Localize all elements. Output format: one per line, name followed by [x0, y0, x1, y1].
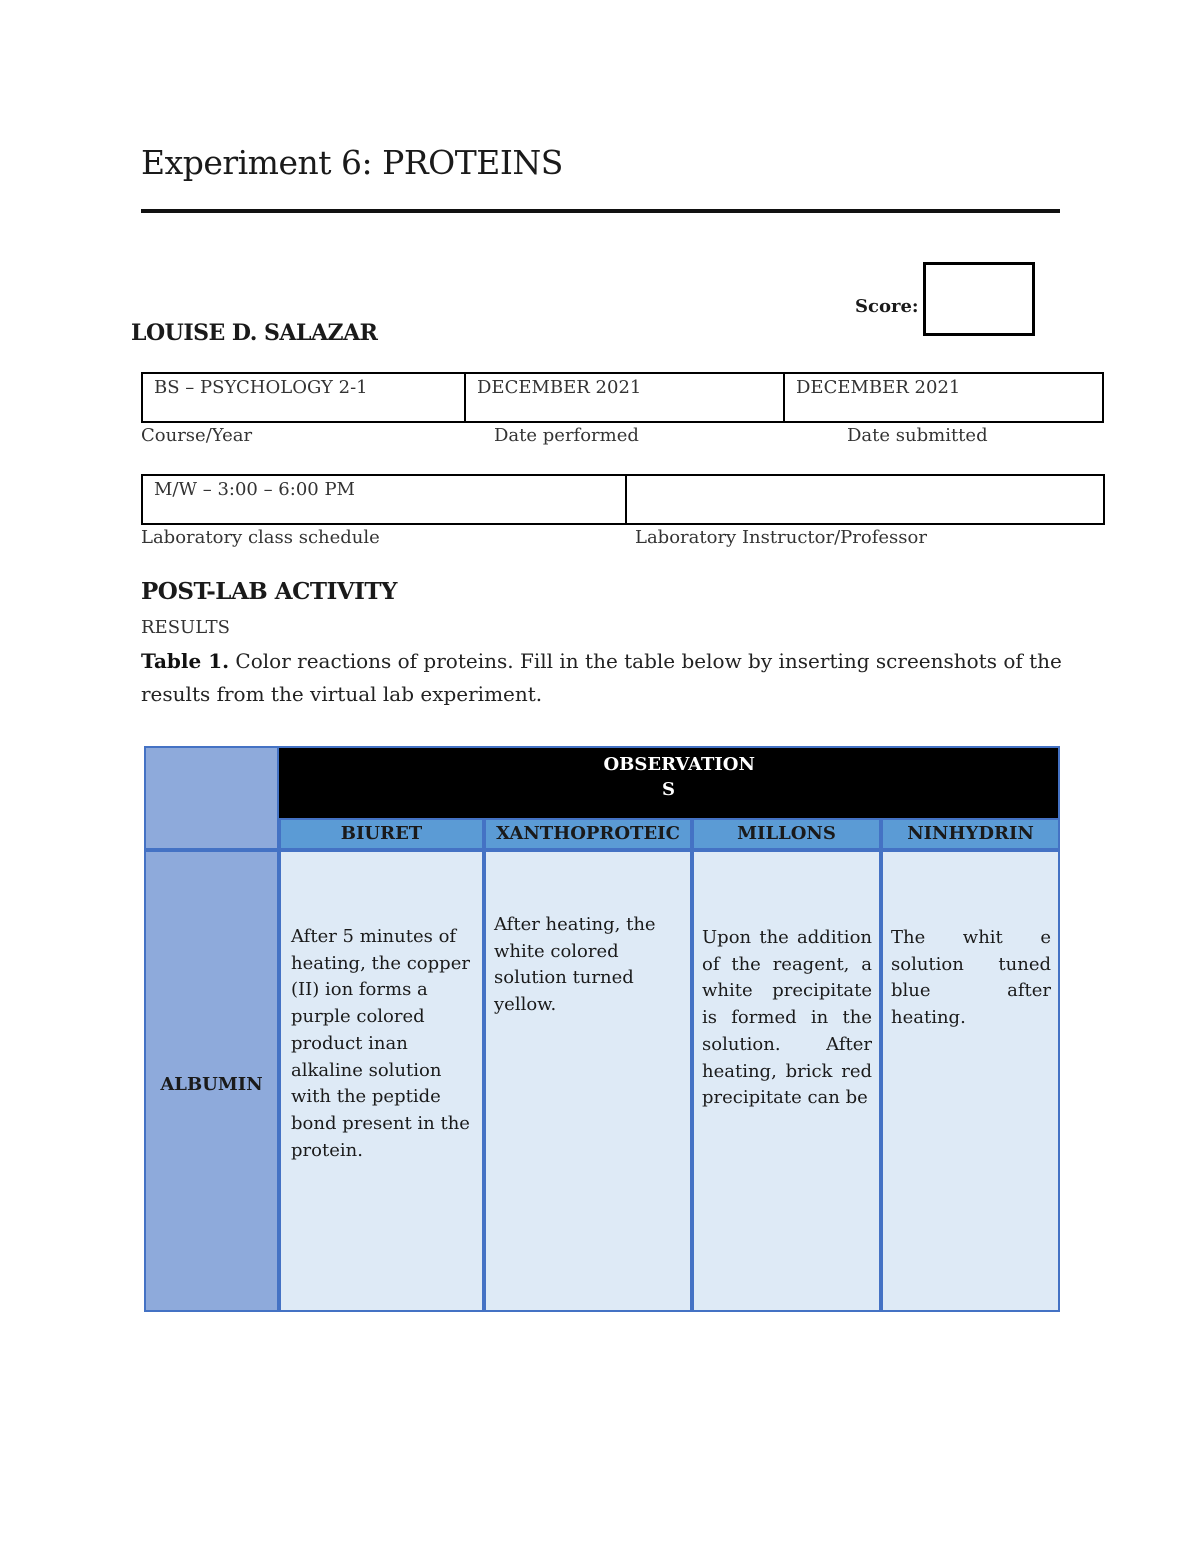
cell-text: The whit e solution tuned blue after heating.: [891, 927, 1051, 1029]
row-header-cell: [144, 850, 279, 1312]
observations-header-line1: OBSERVATION: [603, 754, 755, 775]
column-header-biuret: BIURET: [279, 818, 484, 850]
cell-text: After 5 minutes of heating, the copper (II) ion forms a purple colored product inan alkaline solution with the peptide bond present in the protein.: [291, 926, 470, 1161]
date-submitted-field: DECEMBER 2021: [783, 374, 1102, 421]
table-caption: [141, 645, 1071, 711]
title-divider: [141, 209, 1060, 213]
schedule-field: M/W – 3:00 – 6:00 PM: [154, 479, 355, 500]
cell-albumin-millons: [692, 850, 881, 1312]
observations-header-line2: S: [662, 779, 675, 800]
student-name: LOUISE D. SALAZAR: [131, 320, 378, 346]
instructor-field: [625, 476, 1103, 523]
column-header-xanthoproteic: XANTHOPROTEIC: [484, 818, 692, 850]
instructor-caption: Laboratory Instructor/Professor: [635, 527, 927, 548]
info-row-schedule-instructor: [141, 474, 1105, 525]
course-field: BS – PSYCHOLOGY 2-1: [154, 377, 368, 398]
cell-albumin-biuret: [279, 850, 484, 1312]
table-corner-cell: [144, 746, 279, 850]
table-caption-label: Table 1.: [141, 649, 230, 673]
date-performed-caption: Date performed: [494, 425, 639, 446]
schedule-caption: Laboratory class schedule: [141, 527, 380, 548]
cell-text: After heating, the white colored solution turned yellow.: [494, 914, 656, 1016]
cell-albumin-ninhydrin: [881, 850, 1060, 1312]
section-heading: POST-LAB ACTIVITY: [141, 578, 397, 605]
info-row-course-dates: [141, 372, 1104, 423]
observations-header: [279, 746, 1060, 818]
cell-text: Upon the addition of the reagent, a white precipitate is formed in the solution. After heating, brick red precipitate can be: [702, 927, 872, 1109]
date-performed-field: DECEMBER 2021: [464, 374, 783, 421]
document-title: Experiment 6: PROTEINS: [141, 143, 563, 182]
results-subheading: RESULTS: [141, 617, 231, 638]
row-label-albumin: ALBUMIN: [160, 1074, 263, 1095]
table-caption-text: Color reactions of proteins. Fill in the table below by inserting screenshots of the results from the virtual lab experiment.: [141, 649, 1062, 706]
score-box: [923, 262, 1035, 336]
column-header-millons: MILLONS: [692, 818, 881, 850]
cell-albumin-xanthoproteic: [484, 850, 692, 1312]
date-submitted-caption: Date submitted: [847, 425, 988, 446]
course-caption: Course/Year: [141, 425, 253, 446]
score-label: Score:: [855, 296, 919, 317]
column-header-ninhydrin: NINHYDRIN: [881, 818, 1060, 850]
